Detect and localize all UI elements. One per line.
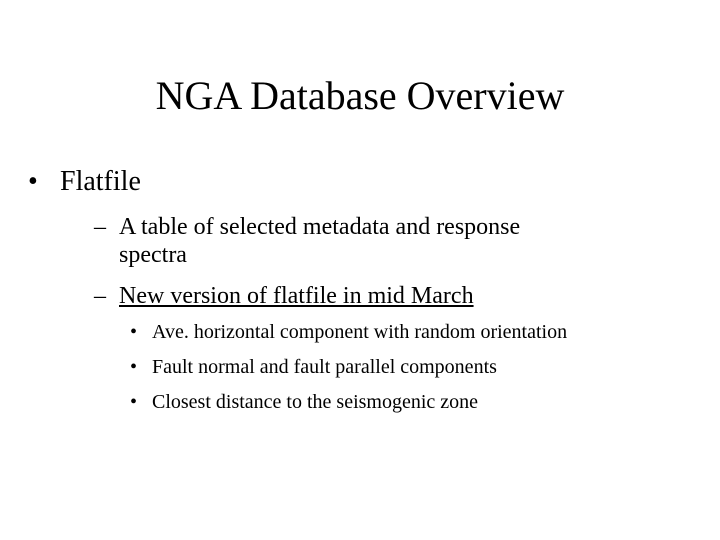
bullet-marker: • xyxy=(130,391,138,413)
subsub-item: Ave. horizontal component with random orientation xyxy=(152,321,568,343)
bullet-marker: • xyxy=(130,356,138,378)
bullet-marker: • xyxy=(130,321,138,343)
sub-item-new-version: New version of flatfile in mid March xyxy=(119,283,474,309)
dash-marker: – xyxy=(94,283,106,309)
sub-item-table-line1: A table of selected metadata and response xyxy=(119,214,521,240)
subsub-item: Closest distance to the seismogenic zone xyxy=(152,391,479,413)
bullet-flatfile: Flatfile xyxy=(60,166,141,197)
subsub-item: Fault normal and fault parallel components xyxy=(152,356,497,378)
dash-marker: – xyxy=(94,214,106,240)
sub-item-table-line2: spectra xyxy=(119,242,187,268)
bullet-marker: • xyxy=(28,166,38,197)
slide-title: NGA Database Overview xyxy=(155,73,565,118)
